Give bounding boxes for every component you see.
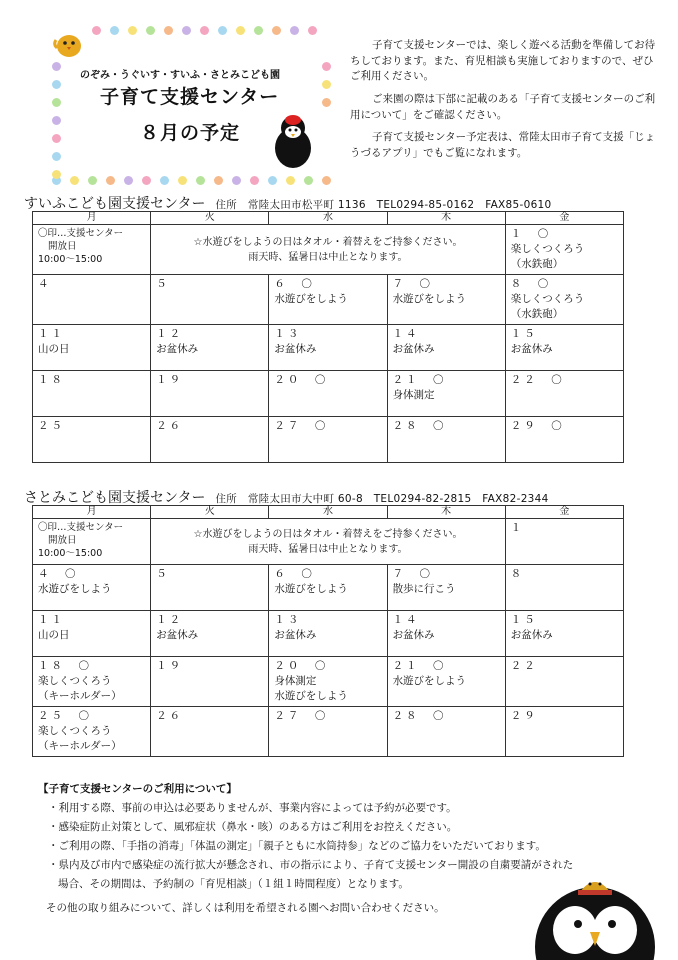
usage-rules	[38, 780, 578, 894]
decor-dot	[232, 176, 241, 185]
calendar-day	[505, 417, 623, 463]
day-event: お盆休み	[156, 343, 199, 355]
day-number: ２８ 〇	[392, 710, 447, 722]
day-event: 水遊びをしよう	[392, 675, 467, 687]
day-number: １９	[156, 374, 184, 386]
calendar-day	[151, 325, 269, 371]
decor-dot	[182, 26, 191, 35]
calendar-day	[387, 657, 505, 707]
calendar-day	[33, 275, 151, 325]
calendar-day	[505, 611, 623, 657]
day-event: 水遊びをしよう	[274, 583, 348, 595]
calendar-satomi	[32, 505, 624, 757]
calendar-day	[151, 657, 269, 707]
center-name: さとみこども園支援センター	[24, 490, 206, 506]
calendar-day	[387, 707, 505, 757]
calendar-day	[151, 275, 269, 325]
day-number: ７ 〇	[392, 278, 434, 290]
day-event: お盆休み	[510, 343, 553, 355]
decor-dot	[214, 176, 223, 185]
calendar-day	[33, 371, 151, 417]
calendar-day	[33, 707, 151, 757]
day-event: 水遊びをしよう	[38, 583, 112, 595]
day-number: ５	[156, 278, 170, 290]
decor-dot	[52, 62, 61, 71]
chick-mascot-icon	[52, 26, 86, 60]
day-event: 楽しくつくろう	[510, 293, 585, 305]
decor-dot	[70, 176, 79, 185]
weekday-header: 月	[33, 506, 151, 519]
decor-dot	[52, 134, 61, 143]
calendar-day	[151, 707, 269, 757]
footer-note: その他の取り組みについて、詳しくは利用を希望される園へお問い合わせください。	[46, 902, 445, 914]
decor-dot	[268, 176, 277, 185]
day-event: 楽しくつくろう	[38, 675, 112, 687]
calendar-day	[505, 707, 623, 757]
day-event: （水鉄砲）	[510, 258, 564, 270]
page-title: 子育て支援センター	[100, 86, 280, 108]
calendar-day	[269, 371, 387, 417]
calendar-day	[505, 325, 623, 371]
calendar-day	[505, 225, 623, 275]
water-play-notice: ☆水遊びをしようの日はタオル・着替えをご持参ください。 雨天時、猛暑日は中止となります。	[151, 225, 506, 275]
day-number: ２６	[156, 710, 184, 722]
day-number: ２８ 〇	[392, 420, 447, 432]
calendar-day	[151, 565, 269, 611]
day-event: お盆休み	[274, 629, 317, 641]
calendar-day	[505, 657, 623, 707]
weekday-header: 月	[33, 212, 151, 225]
intro-paragraph-3: 子育て支援センター予定表は、常陸太田市子育て支援「じょうづるアプリ」でもご覧になれます。	[350, 131, 656, 159]
day-event: （キーホルダー）	[38, 740, 122, 752]
decor-dot	[322, 62, 331, 71]
day-number: １８	[38, 374, 65, 386]
rules-item: ・県内及び市内で感染症の流行拡大が懸念され、市の指示により、子育て支援センター開設の自粛要請がされた場合、その期間は、予約制の「育児相談」（１組１時間程度）となります。	[48, 859, 574, 890]
calendar-day	[151, 611, 269, 657]
day-number: ２９ 〇	[510, 420, 565, 432]
day-event: 山の日	[38, 343, 70, 355]
calendar-day	[505, 371, 623, 417]
day-number: １３	[274, 614, 302, 626]
day-number: １１	[38, 328, 65, 340]
day-number: ８	[510, 568, 525, 580]
day-number: ７ 〇	[392, 568, 434, 580]
rules-heading: 【子育て支援センターのご利用について】	[38, 783, 237, 795]
decor-dot	[52, 116, 61, 125]
decor-dot	[92, 26, 101, 35]
kindergarten-list: のぞみ・うぐいす・すいふ・さとみこども園	[80, 70, 280, 81]
day-number: ８ 〇	[510, 278, 552, 290]
center-heading-suifu	[24, 193, 552, 213]
decor-dot	[308, 26, 317, 35]
day-number: １９	[156, 660, 184, 672]
day-number: １	[510, 522, 525, 534]
penguin-mascot-icon	[268, 112, 318, 172]
calendar-day	[269, 417, 387, 463]
day-number: ６ 〇	[274, 568, 315, 580]
calendar-day	[387, 275, 505, 325]
day-event: お盆休み	[156, 629, 199, 641]
calendar-day	[387, 371, 505, 417]
day-event: 散歩に行こう	[392, 583, 456, 595]
decor-dot	[272, 26, 281, 35]
day-number: １５	[510, 328, 538, 340]
calendar-day	[269, 565, 387, 611]
decor-dot	[110, 26, 119, 35]
decor-dot	[52, 170, 61, 179]
day-number: ２５ 〇	[38, 710, 92, 722]
day-number: １ 〇	[510, 228, 552, 240]
calendar-day	[269, 657, 387, 707]
day-number: １８ 〇	[38, 660, 92, 672]
rules-item: ・感染症防止対策として、風邪症状（鼻水・咳）のある方はご利用をお控えください。	[48, 821, 458, 833]
weekday-header: 火	[151, 212, 269, 225]
day-event: 身体測定	[392, 389, 435, 401]
calendar-day	[151, 417, 269, 463]
day-number: ２６	[156, 420, 184, 432]
calendar-day	[387, 611, 505, 657]
calendar-day	[33, 325, 151, 371]
day-event: お盆休み	[274, 343, 317, 355]
decor-dot	[142, 176, 151, 185]
water-play-notice: ☆水遊びをしようの日はタオル・着替えをご持参ください。 雨天時、猛暑日は中止となります。	[151, 519, 506, 565]
day-number: １２	[156, 328, 184, 340]
intro-paragraph-2: ご来園の際は下部に記載のある「子育て支援センターのご利用について」をご確認ください。	[350, 93, 656, 121]
day-event: 水遊びをしよう	[274, 690, 348, 702]
center-address: 住所 常陸太田市大中町 60-8 TEL0294-82-2815 FAX82-2344	[215, 493, 549, 505]
day-number: ４ 〇	[38, 568, 79, 580]
center-heading-satomi	[24, 487, 549, 507]
calendar-day	[269, 707, 387, 757]
rules-item: ・利用する際、事前の申込は必要ありませんが、事業内容によっては予約が必要です。	[48, 802, 457, 814]
center-address: 住所 常陸太田市松平町 1136 TEL0294-85-0162 FAX85-0610	[215, 199, 552, 211]
day-event: お盆休み	[392, 343, 435, 355]
calendar-day	[505, 565, 623, 611]
decor-dot	[106, 176, 115, 185]
legend-cell: 〇印…支援センター 開放日 10:00～15:00	[33, 225, 151, 275]
weekday-header: 金	[505, 212, 623, 225]
decor-dot	[322, 80, 331, 89]
decor-dot	[52, 152, 61, 161]
calendar-day	[269, 611, 387, 657]
day-number: ２９	[510, 710, 538, 722]
decor-dot	[128, 26, 137, 35]
day-number: １１	[38, 614, 65, 626]
legend-cell: 〇印…支援センター 開放日 10:00～15:00	[33, 519, 151, 565]
day-number: １４	[392, 614, 420, 626]
day-event: 身体測定	[274, 675, 317, 687]
decor-dot	[164, 26, 173, 35]
day-number: ２５	[38, 420, 65, 432]
calendar-day	[387, 417, 505, 463]
day-event: 山の日	[38, 629, 70, 641]
weekday-header: 金	[505, 506, 623, 519]
weekday-header: 水	[269, 506, 387, 519]
day-number: １５	[510, 614, 538, 626]
calendar-day	[33, 611, 151, 657]
decor-dot	[236, 26, 245, 35]
day-number: ２７ 〇	[274, 710, 329, 722]
calendar-day	[505, 519, 623, 565]
day-event: 水遊びをしよう	[274, 293, 348, 305]
calendar-suifu	[32, 211, 624, 463]
day-number: ２２	[510, 660, 538, 672]
decor-dot	[286, 176, 295, 185]
weekday-header: 木	[387, 212, 505, 225]
decor-dot	[146, 26, 155, 35]
day-number: ４	[38, 278, 52, 290]
day-number: ６ 〇	[274, 278, 315, 290]
page-subtitle: ８月の予定	[140, 122, 241, 144]
calendar-day	[387, 325, 505, 371]
decor-dot	[124, 176, 133, 185]
day-event: （水鉄砲）	[510, 308, 564, 320]
day-event: （キーホルダー）	[38, 690, 122, 702]
rules-item: ・ご利用の際、「手指の消毒」「体温の測定」「親子ともに水筒持参」などのご協力をいただいております。	[48, 840, 546, 852]
day-event: 楽しくつくろう	[510, 243, 585, 255]
decor-dot	[196, 176, 205, 185]
calendar-day	[33, 657, 151, 707]
day-number: １３	[274, 328, 302, 340]
decor-dot	[88, 176, 97, 185]
decor-dot	[254, 26, 263, 35]
intro-paragraph-1: 子育て支援センターでは、楽しく遊べる活動を準備してお待ちしております。また、育児相談も実施しておりますので、ぜひご利用ください。	[350, 39, 656, 82]
decor-dot	[160, 176, 169, 185]
day-event: お盆休み	[510, 629, 553, 641]
day-number: ２２ 〇	[510, 374, 565, 386]
decor-dot	[218, 26, 227, 35]
calendar-day	[269, 275, 387, 325]
decor-dot	[290, 26, 299, 35]
calendar-day	[33, 565, 151, 611]
large-penguin-icon	[530, 852, 660, 960]
decor-dot	[52, 98, 61, 107]
calendar-day	[505, 275, 623, 325]
calendar-day	[33, 417, 151, 463]
calendar-day	[151, 371, 269, 417]
weekday-header: 水	[269, 212, 387, 225]
decor-dot	[304, 176, 313, 185]
decor-dot	[200, 26, 209, 35]
day-number: ２０ 〇	[274, 374, 329, 386]
weekday-header: 火	[151, 506, 269, 519]
day-event: 楽しくつくろう	[38, 725, 112, 737]
center-name: すいふこども園支援センター	[24, 196, 206, 212]
day-event: お盆休み	[392, 629, 435, 641]
day-number: ２０ 〇	[274, 660, 329, 672]
weekday-header: 木	[387, 506, 505, 519]
day-number: ５	[156, 568, 170, 580]
decor-dot	[322, 98, 331, 107]
calendar-day	[387, 565, 505, 611]
calendar-day	[269, 325, 387, 371]
decor-dot	[178, 176, 187, 185]
decor-dot	[52, 80, 61, 89]
day-number: ２７ 〇	[274, 420, 329, 432]
day-number: １２	[156, 614, 184, 626]
day-number: ２１ 〇	[392, 374, 447, 386]
decor-dot	[322, 176, 331, 185]
day-number: １４	[392, 328, 420, 340]
day-event: 水遊びをしよう	[392, 293, 467, 305]
decor-dot	[250, 176, 259, 185]
day-number: ２１ 〇	[392, 660, 447, 672]
